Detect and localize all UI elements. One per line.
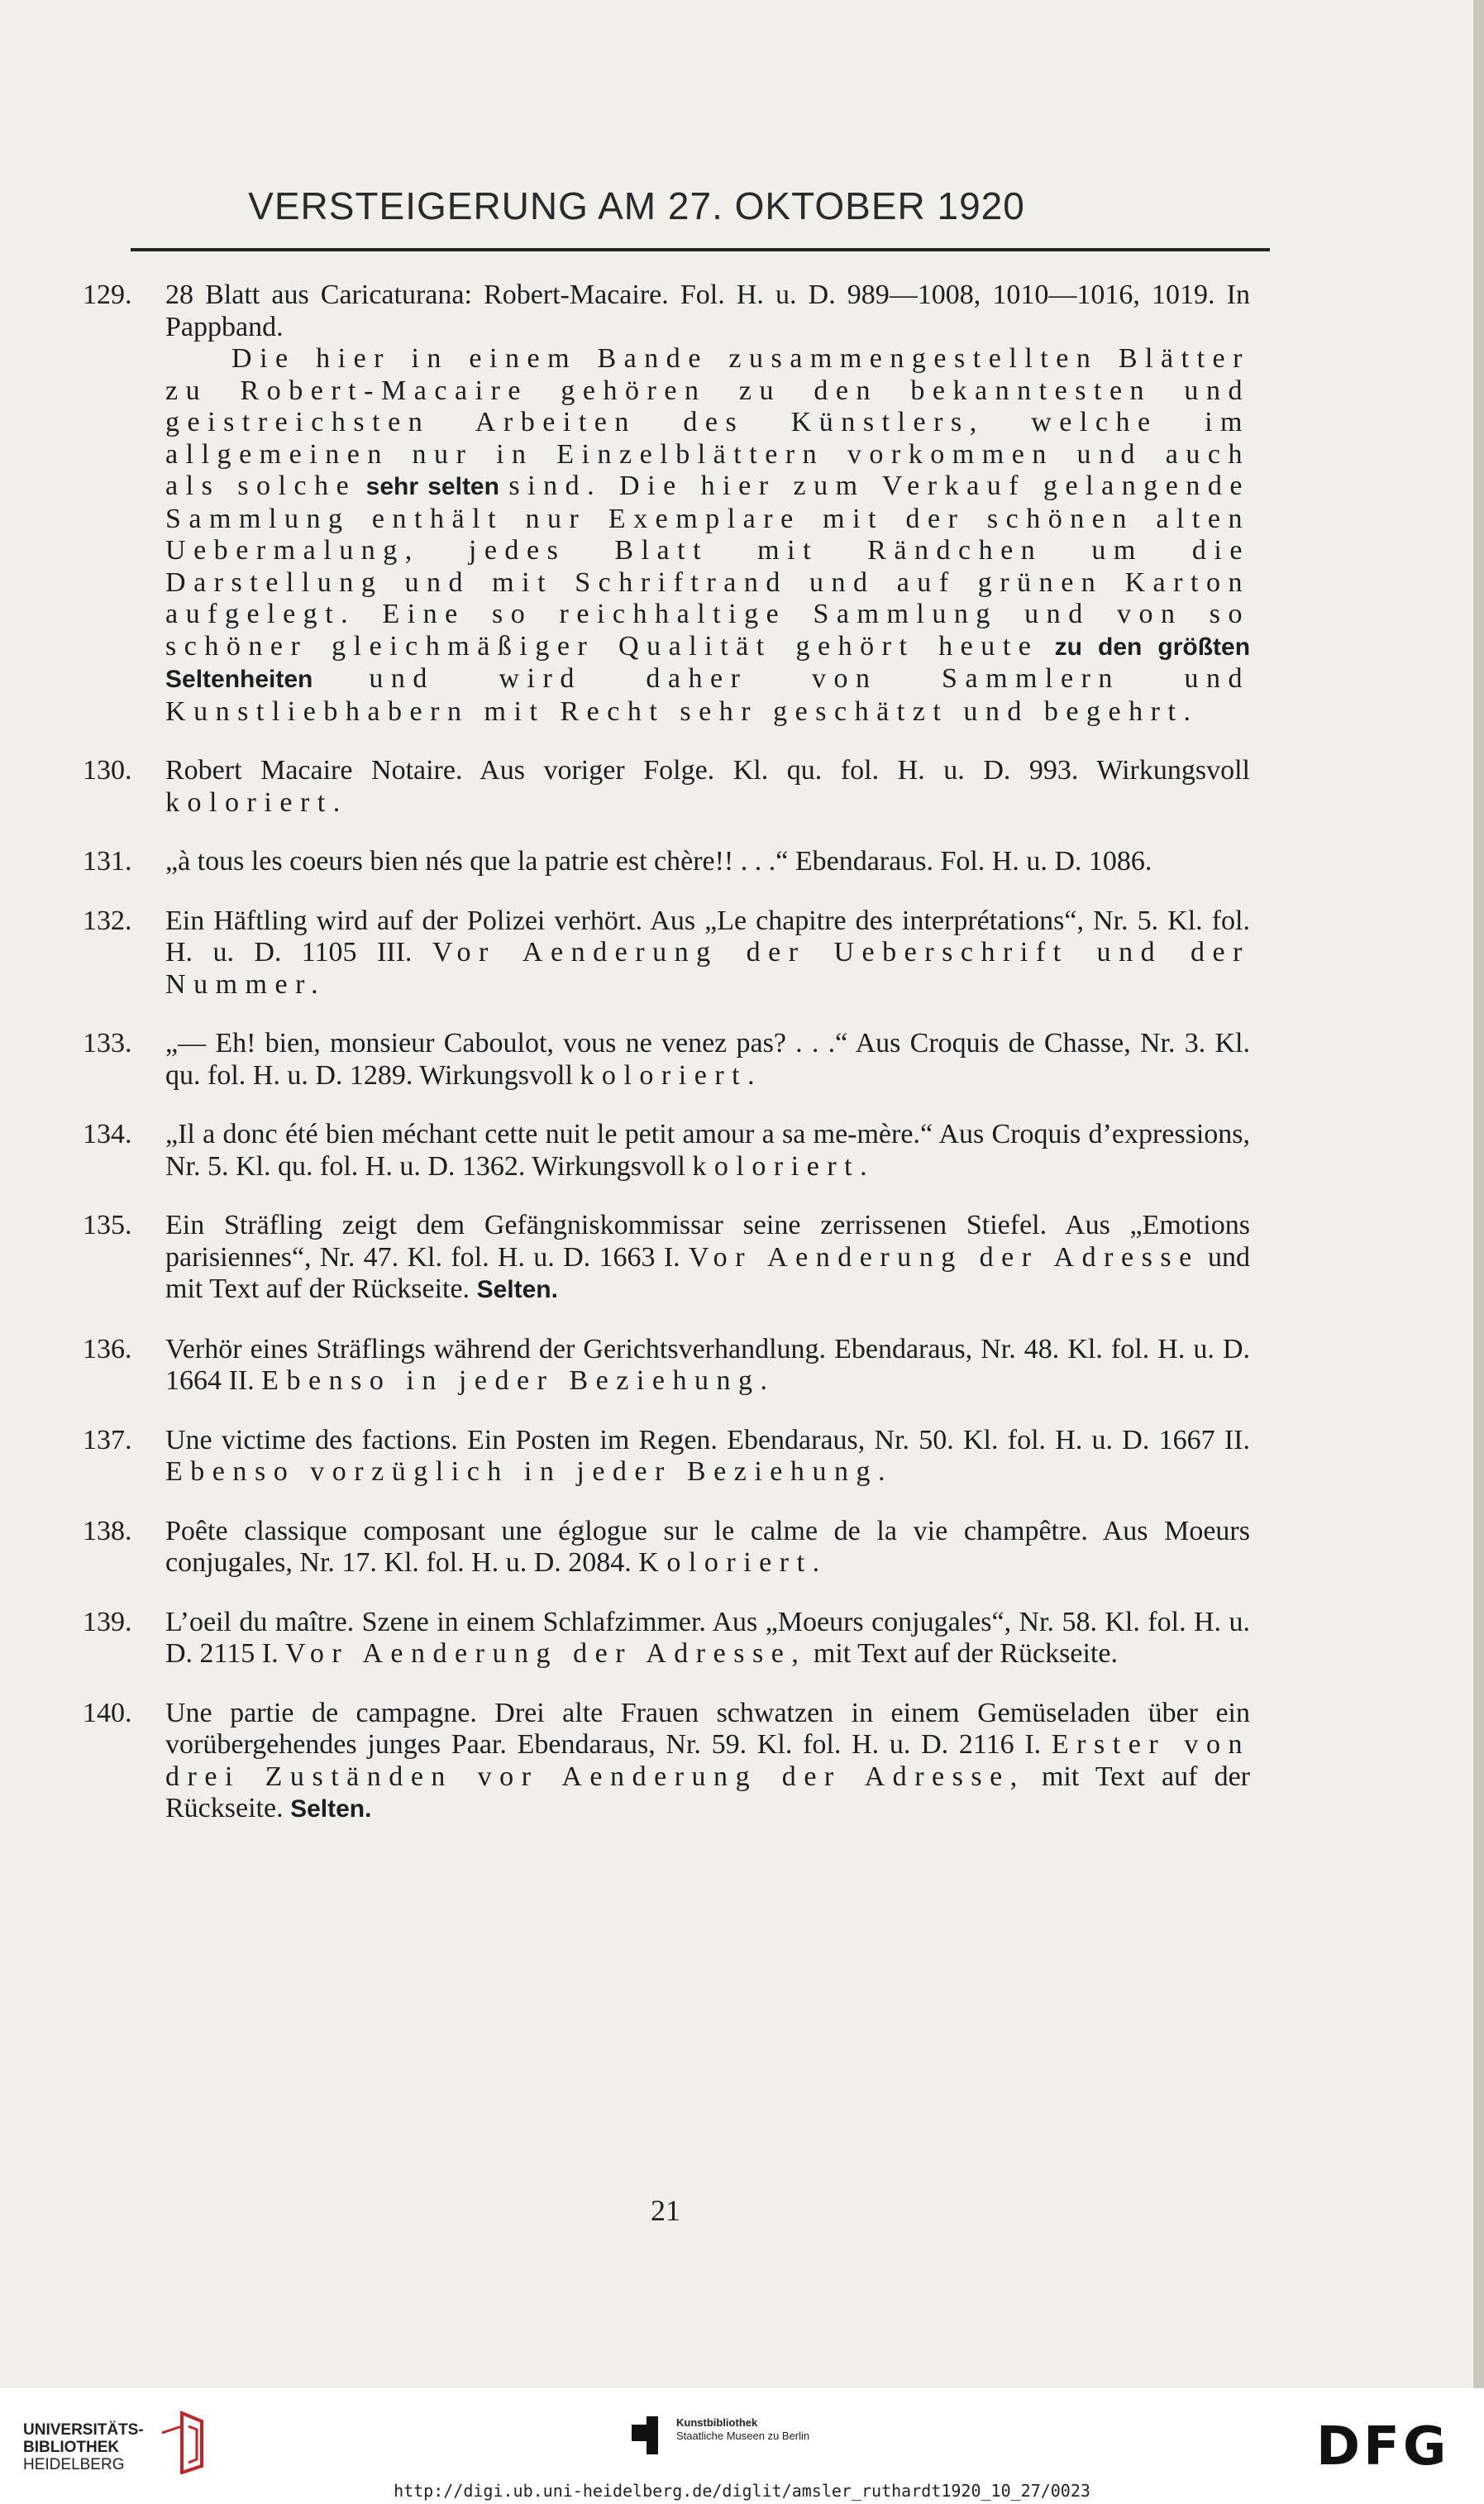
entry-body: [165, 1210, 1250, 1307]
bold-emphasis: Selten.: [290, 1795, 372, 1823]
spaced-emphasis: Koloriert.: [638, 1547, 828, 1578]
entry-text: Ein Sträfling zeigt dem Gefängniskommissar seine zerrissenen Stiefel. Aus „Emotions parisiennes“, Nr. 47. Kl. fol. H. u. D. 1663 I.: [165, 1210, 1250, 1273]
running-head: VERSTEIGERUNG AM 27. OKTOBER 1920: [248, 184, 1025, 227]
entry-body: [165, 1028, 1250, 1092]
catalogue-entry: [83, 1210, 1250, 1307]
bold-emphasis: sehr selten: [365, 473, 499, 500]
description-part: Die hier in einem Bande zusammengestellten Blätter zu Robert-Macaire gehören zu den bekanntesten und geistreichsten Arbeiten des Künstlers, welche im allgemeinen nur in Einzelblättern vorkommen und auch als solche: [165, 343, 1250, 501]
entry-number: 140.: [83, 1697, 132, 1728]
catalogue-entry: [83, 906, 1250, 1001]
entry-text: „à tous les coeurs bien nés que la patrie est chère!! . . .“ Ebendaraus. Fol. H. u. D. 1086.: [165, 846, 1152, 877]
entry-body: [165, 1119, 1250, 1183]
entry-body: [165, 1698, 1250, 1826]
spaced-emphasis: Vor Aenderung der Ueberschrift und der Nummer.: [165, 937, 1251, 1000]
entry-text-after: mit Text auf der Rückseite.: [813, 1638, 1118, 1669]
entry-number: 132.: [83, 905, 132, 936]
entry-number: 135.: [83, 1210, 132, 1240]
entry-text: Ein Häftling wird auf der Polizei verhört. Aus „Le chapitre des interprétations“, Nr. 5. Kl. fol. H. u. D. 1105 III.: [165, 905, 1250, 968]
library-name-line: BIBLIOTHEK: [23, 2439, 120, 2456]
spaced-emphasis: Ebenso in jeder Beziehung.: [261, 1365, 775, 1396]
library-name-line: HEIDELBERG: [23, 2456, 125, 2473]
catalogue-entry: [83, 1119, 1250, 1183]
catalogue-entry: [83, 1698, 1250, 1826]
dfg-logo[interactable]: DFG: [1316, 2416, 1450, 2478]
entry-text: L’oeil du maître. Szene in einem Schlafzimmer. Aus „Moeurs conjugales“, Nr. 58. Kl. fol. H. u. D. 2115 I.: [165, 1606, 1250, 1669]
entry-text: „— Eh! bien, monsieur Caboulot, vous ne venez pas? . . .“ Aus Croquis de Chasse, Nr. 3. Kl. qu. fol. H. u. D. 1289. Wirkungsvoll: [165, 1028, 1250, 1091]
catalogue-entry: [83, 1334, 1250, 1398]
entry-body: [165, 1334, 1250, 1398]
entry-text: Une partie de campagne. Drei alte Frauen schwatzen in einem Gemüseladen über ein vorübergehendes junges Paar. Ebendaraus, Nr. 59. Kl. fol. H. u. D. 2116 I.: [165, 1697, 1250, 1760]
entry-number: 130.: [83, 755, 132, 786]
library-name-line: UNIVERSITÄTS-: [23, 2421, 144, 2439]
entry-text: Robert Macaire Notaire. Aus voriger Folge. Kl. qu. fol. H. u. D. 993. Wirkungsvoll: [165, 755, 1250, 786]
entry-number: 137.: [83, 1424, 132, 1455]
spaced-emphasis: koloriert.: [692, 1150, 876, 1182]
entry-number: 131.: [83, 846, 132, 877]
spaced-emphasis: Ebenso vorzüglich in jeder Beziehung.: [165, 1456, 894, 1487]
bold-emphasis: zu den größten Seltenheiten: [165, 633, 1251, 693]
entry-text: 28 Blatt aus Caricaturana: Robert-Macaire. Fol. H. u. D. 989—1008, 1010—1016, 1019. In Pappband.: [165, 280, 1250, 342]
entry-number: 133.: [83, 1028, 132, 1058]
catalogue-entry: [83, 1028, 1250, 1092]
entry-description: [165, 343, 1250, 728]
library-emblem-icon: [157, 2408, 207, 2474]
spaced-emphasis: koloriert.: [580, 1059, 763, 1091]
entry-text: „Il a donc été bien méchant cette nuit le petit amour a sa me-mère.“ Aus Croquis d’expressions, Nr. 5. Kl. qu. fol. H. u. D. 1362. Wirkungsvoll: [165, 1119, 1250, 1182]
catalogue-entry: [83, 1425, 1250, 1489]
entry-text: Une victime des factions. Ein Posten im Regen. Ebendaraus, Nr. 50. Kl. fol. H. u. D. 1667 II.: [165, 1424, 1250, 1455]
catalogue-entries: [83, 280, 1250, 1826]
header-rule: [131, 248, 1270, 251]
catalogue-entry: [83, 280, 1250, 728]
description-part: sind. Die hier zum Verkauf gelangende Sammlung enthält nur Exemplare mit der schönen alten Uebermalung, jedes Blatt mit Rändchen um die Darstellung und mit Schriftrand und auf grünen Karton aufgelegt. Eine so reichhaltige Sammlung und von so schöner gleichmäßiger Qualität gehört heute: [165, 471, 1251, 662]
description-part: und wird daher von Sammlern und Kunstliebhabern mit Recht sehr geschätzt und begehrt.: [165, 663, 1251, 727]
catalogue-entry: [83, 1607, 1250, 1670]
entry-body: [165, 1425, 1250, 1489]
kunstbibliothek-emblem-icon: [632, 2416, 663, 2454]
spaced-emphasis: Vor Aenderung der Adresse,: [285, 1638, 807, 1669]
entry-text: Poête classique composant une églogue sur le calme de la vie champêtre. Aus Moeurs conjugales, Nr. 17. Kl. fol. H. u. D. 2084.: [165, 1515, 1250, 1578]
entry-body: [165, 755, 1250, 819]
page-number: 21: [651, 2194, 680, 2227]
catalogue-entry: [83, 755, 1250, 819]
kb-name: Kunstbibliothek: [676, 2416, 758, 2429]
entry-number: 139.: [83, 1606, 132, 1637]
entry-text-after: und mit Text auf der Rückseite.: [165, 1241, 1251, 1304]
spaced-emphasis: Erster von drei Zuständen vor Aenderung der Adresse,: [165, 1729, 1250, 1792]
catalogue-entry: [83, 1516, 1250, 1579]
entry-body: [165, 906, 1250, 1001]
entry-number: 136.: [83, 1333, 132, 1364]
bold-emphasis: Selten.: [476, 1276, 558, 1303]
entry-text: Verhör eines Sträflings während der Gerichtsverhandlung. Ebendaraus, Nr. 48. Kl. fol. H. u. D. 1664 II.: [165, 1333, 1250, 1396]
entry-number: 134.: [83, 1119, 132, 1149]
digitization-footer: [0, 2388, 1484, 2504]
kb-subtitle: Staatliche Museen zu Berlin: [676, 2430, 810, 2442]
catalogue-entry: [83, 846, 1250, 878]
entry-number: 138.: [83, 1515, 132, 1546]
entry-body: [165, 846, 1250, 878]
entry-body: [165, 1607, 1250, 1670]
entry-number: 129.: [83, 280, 132, 310]
kunstbibliothek-logo[interactable]: [676, 2416, 809, 2443]
university-library-logo[interactable]: [23, 2421, 144, 2473]
entry-body: [165, 1516, 1250, 1579]
permalink-url[interactable]: http://digi.ub.uni-heidelberg.de/diglit/amsler_ruthardt1920_10_27/0023: [394, 2481, 1090, 2501]
spaced-emphasis: Vor Aenderung der Adresse: [688, 1241, 1200, 1273]
page-edge: [1473, 0, 1484, 2388]
entry-text-after: mit Text auf der Rückseite.: [165, 1761, 1250, 1823]
spaced-emphasis: koloriert.: [165, 786, 348, 818]
